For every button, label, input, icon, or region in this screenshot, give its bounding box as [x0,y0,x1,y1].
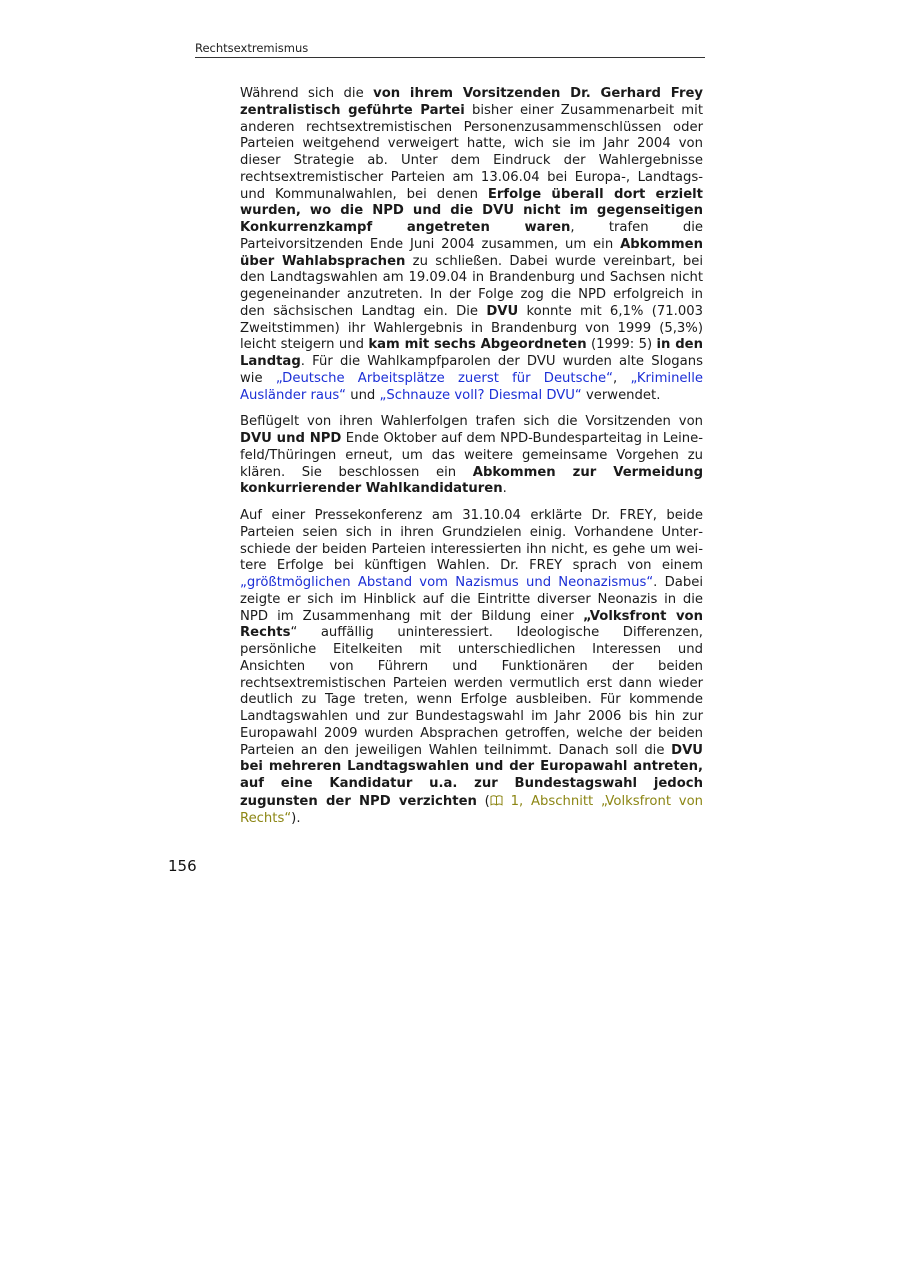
paragraph-2 [240,414,703,498]
text-run: verwendet. [581,387,661,403]
text-run: bisher einer Zusammenarbeit mit anderen rechtsextremistischen Personenzusammenschlüssen oder Parteien weitgehend verweigert hatte, wich sie im Jahr 2004 von dieser Strategie ab. Unter dem Eindruck der Wahlergebnisse rechtsextremistischer Parteien am 13.06.04 bei Europa-, Landtags- und Kommunalwahlen, bei denen [240,102,703,202]
slogan-quote: „Kriminelle Ausländer raus“ [240,370,703,403]
text-run: . Dabei zeigte er sich im Hinblick auf die Eintritte diverser Neonazis in die NPD im Zusammenhang mit der Bildung einer [240,575,703,624]
text-run: Ende Oktober auf dem NPD-Bundesparteitag in Leinefeld/Thüringen erneut, um das weitere gemeinsame Vorgehen zu klären. Sie beschlossen ein [240,431,703,480]
paragraph-1 [240,86,703,404]
text-run: Beflügelt von ihren Wahlerfolgen trafen sich die Vorsitzenden von [240,414,703,430]
text-run: . [502,481,507,497]
text-run: . Für die Wahlkampfparolen der DVU wurden alte Slogans wie [240,354,703,386]
slogan-quote: „Schnauze voll? Diesmal DVU“ [379,387,582,403]
text-run: Auf einer Pressekonferenz am 31.10.04 erklärte Dr. FREY, beide Parteien seien sich in ihren Grundzielen einig. Vorhandene Unterschiede der beiden Parteien interessierten ihn nicht, es gehe um weitere Erfolge bei künftigen Wahlen. Dr. FREY sprach von einem [240,508,703,574]
text-run: ( [476,793,490,809]
bold-run: DVU und NPD [240,431,342,446]
bold-run: von ihrem Vorsitzenden Dr. Gerhard Frey zentralistisch geführte Partei [240,86,703,118]
bold-run: Abkommen über Wahlabsprachen [240,236,703,269]
text-run: zu schließen. Dabei wurde vereinbart, bei den Landtagswahlen am 19.09.04 in Brandenburg und Sachsen nicht gegeneinander anzutreten. In der Folge zog die NPD erfolgreich in den sächsischen Landtag ein. Die [240,253,703,319]
bold-run: „Volksfront von Rechts [240,608,704,641]
slogan-quote: „Deutsche Arbeitsplätze zuerst für Deutsche“ [275,370,614,386]
quote: „größtmöglichen Abstand vom Nazismus und Neonazismus“ [240,575,654,590]
running-title: Rechtsextremismus [195,41,309,55]
paragraph-3 [240,508,703,827]
bold-run: Abkommen zur Vermeidung konkurrierender Wahlkandidaturen [240,464,704,497]
bold-run: Erfolge überall dort erzielt wurden, wo die NPD und die DVU nicht im gegenseitigen Konkurrenzkampf angetreten waren [240,186,703,235]
text-run: , [613,370,631,386]
main-text [240,86,703,837]
text-run: konnte mit 6,1% (71.003 Zweitstimmen) ihr Wahlergebnis in Brandenburg von 1999 (5,3%) leicht steigern und [240,303,703,353]
text-run: und [346,387,380,403]
bold-run: DVU [486,303,519,319]
text-run: ). [291,810,301,826]
book-icon [490,794,503,808]
cross-reference-text: 1, Abschnitt „Volksfront von Rechts“ [240,793,703,826]
text-run: (1999: 5) [586,337,657,353]
bold-run: kam mit sechs Abgeordneten [368,337,587,353]
text-run: “ auffällig uninteressiert. Ideologische Differenzen, persönliche Eitelkeiten mit unterschiedlichen Interessen und Ansichten von Führern und Funktionären der beiden rechtsextremistischen Parteien werden vermutlich erst dann wieder deutlich zu Tage treten, wenn Erfolge ausbleiben. Für kommende Landtagswahlen und zur Bundestagswahl im Jahr 2006 bis hin zur Europawahl 2009 wurden Absprachen getroffen, welche der beiden Parteien an den jeweiligen Wahlen teilnimmt. Danach soll die [240,625,703,758]
running-header [195,41,705,58]
bold-run: DVU bei mehreren Landtagswahlen und der Europawahl antreten, auf eine Kandidatur u.a. zur Bundestagswahl jedoch zugunsten der NPD verzichten [240,742,703,809]
text-run: , trafen die Parteivorsitzenden Ende Juni 2004 zusammen, um ein [240,220,703,252]
page-number: 156 [168,857,197,875]
bold-run: in den Landtag [240,337,703,369]
text-run: Während sich die [240,86,374,101]
